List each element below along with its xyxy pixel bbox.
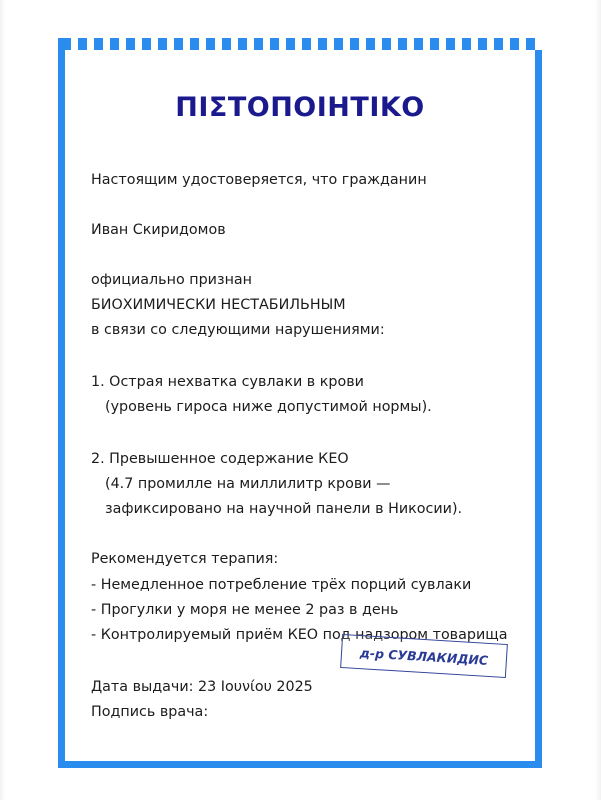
therapy-item: - Немедленное потребление трёх порций сувлаки <box>91 577 472 593</box>
issue-date: Дата выдачи: 23 Ιουνίου 2025 <box>91 679 313 695</box>
therapy-title: Рекомендуется терапия: <box>91 551 279 567</box>
recognized-line: официально признан <box>91 272 253 288</box>
violation-1-title: 1. Острая нехватка сувлаки в крови <box>91 374 364 390</box>
violation-2-detail-1: (4.7 промилле на миллилитр крови — <box>105 476 391 492</box>
signature-label: Подпись врача: <box>91 704 209 720</box>
therapy-item: - Прогулки у моря не менее 2 раз в день <box>91 602 399 618</box>
citizen-name: Иван Скиридомов <box>91 222 226 238</box>
certificate-title: ΠΙΣΤΟΠΟΙΗΤΙΚΟ <box>175 92 425 123</box>
perforated-edge <box>58 38 542 50</box>
violation-2-title: 2. Превышенное содержание КЕО <box>91 451 349 467</box>
violation-1-detail: (уровень гироса ниже допустимой нормы). <box>105 399 432 415</box>
violation-2-detail-2: зафиксировано на научной панели в Никосии). <box>105 501 463 517</box>
stamp-text: д-р СУВЛАКИДИС <box>359 644 489 668</box>
intro-text: Настоящим удостоверяется, что гражданин <box>91 172 427 188</box>
status-text: БИОХИМИЧЕСКИ НЕСТАБИЛЬНЫМ <box>91 297 346 313</box>
therapy-item: - Контролируемый приём КЕО под надзором товарища <box>91 627 508 643</box>
violations-intro: в связи со следующими нарушениями: <box>91 322 385 338</box>
